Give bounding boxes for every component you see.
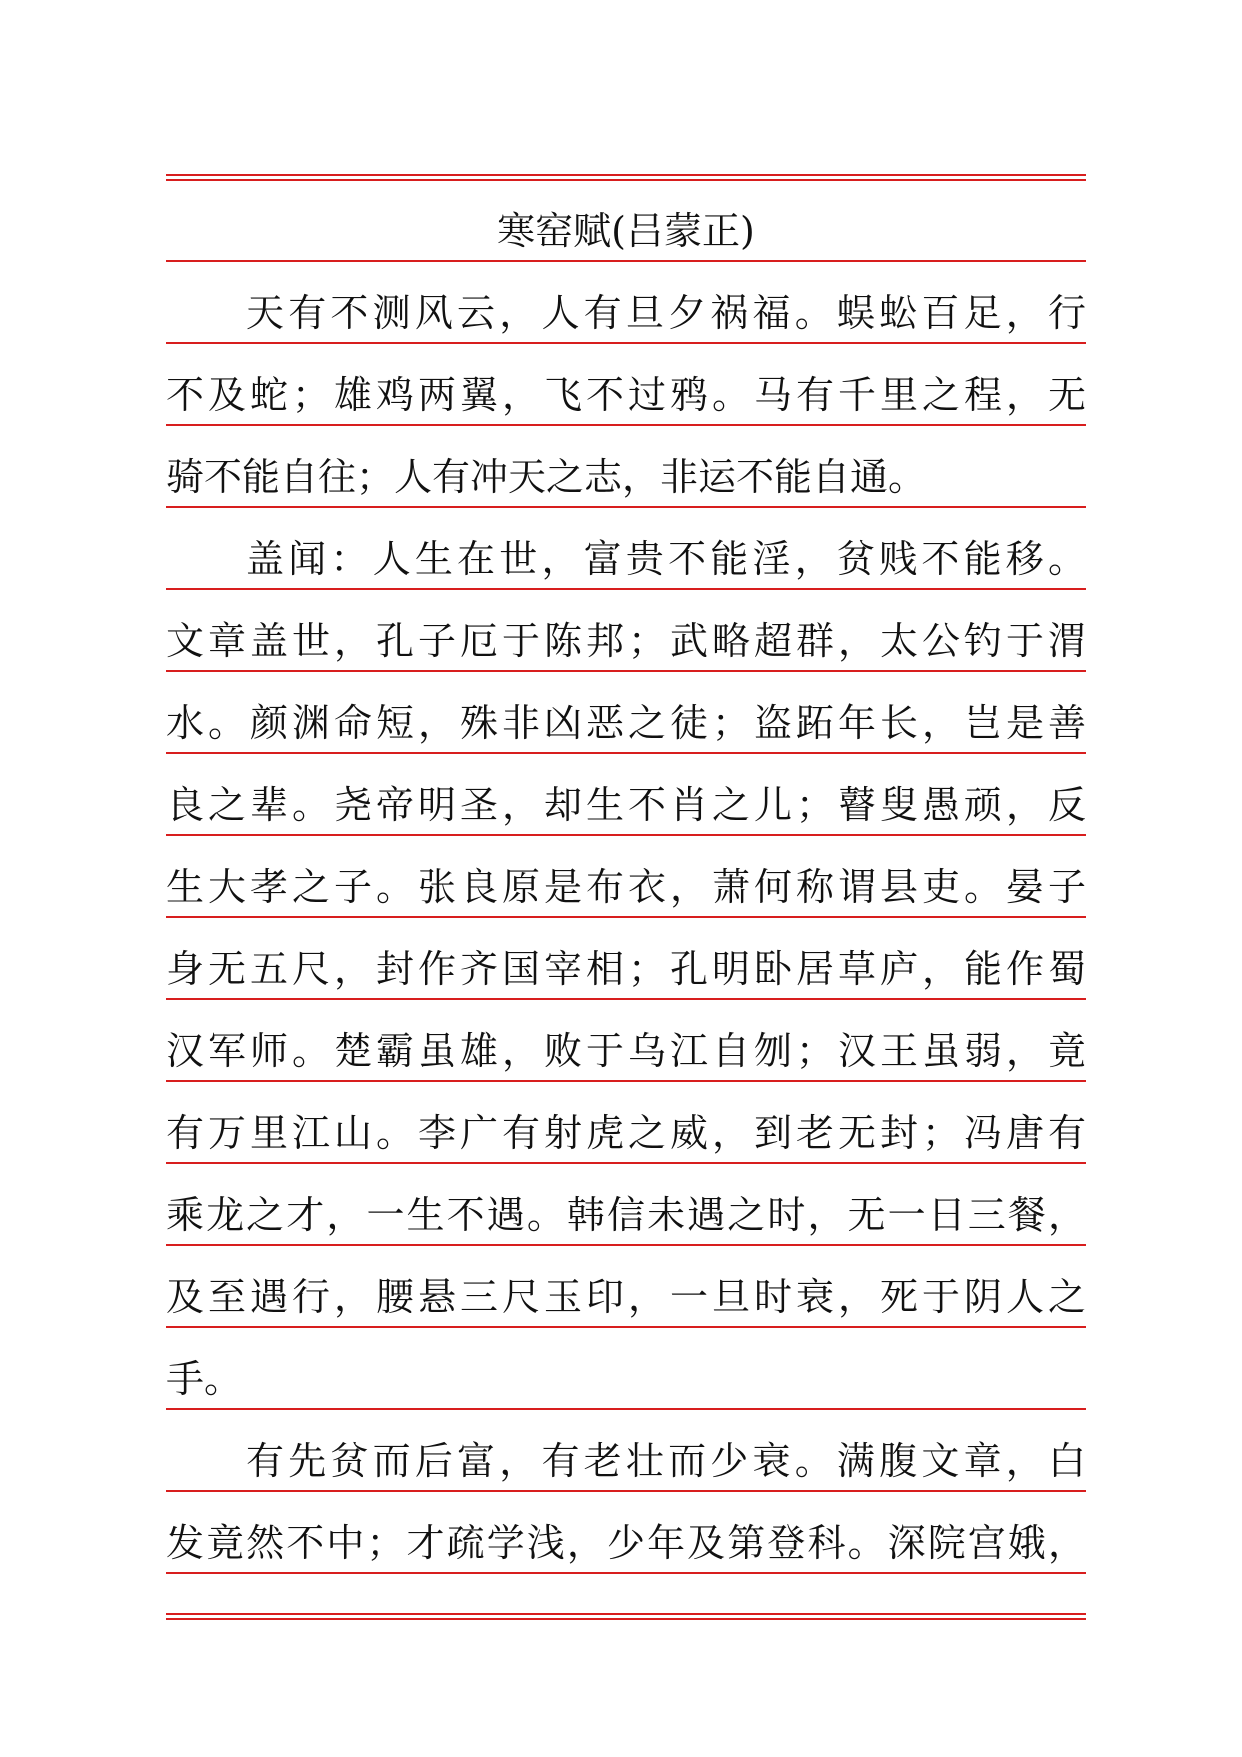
text-line xyxy=(166,754,1086,836)
text-line xyxy=(166,262,1086,344)
text-line xyxy=(166,1328,1086,1410)
text-line xyxy=(166,1410,1086,1492)
paragraph-2-line-4: 良之辈。尧帝明圣，却生不肖之儿；瞽叟愚顽，反 xyxy=(166,783,1086,827)
paragraph-2-line-10: 及至遇行，腰悬三尺玉印，一旦时衰，死于阴人之 xyxy=(166,1275,1086,1319)
paragraph-2-line-7: 汉军师。楚霸虽雄，败于乌江自刎；汉王虽弱，竟 xyxy=(166,1029,1086,1073)
bottom-double-rule xyxy=(166,1613,1086,1621)
paragraph-3-line-2: 发竟然不中；才疏学浅，少年及第登科。深院宫娥， xyxy=(166,1521,1086,1565)
text-line xyxy=(166,1164,1086,1246)
paragraph-2-line-5: 生大孝之子。张良原是布衣，萧何称谓县吏。晏子 xyxy=(166,865,1086,909)
text-line xyxy=(166,672,1086,754)
paragraph-2-line-2: 文章盖世，孔子厄于陈邦；武略超群，太公钓于渭 xyxy=(166,619,1086,663)
paragraph-1-line-2: 不及蛇；雄鸡两翼，飞不过鸦。马有千里之程，无 xyxy=(166,373,1086,417)
paragraph-2-line-6: 身无五尺，封作齐国宰相；孔明卧居草庐，能作蜀 xyxy=(166,947,1086,991)
text-line xyxy=(166,1000,1086,1082)
paragraph-1-line-1: 天有不测风云，人有旦夕祸福。蜈蚣百足，行 xyxy=(246,291,1086,335)
text-line xyxy=(166,918,1086,1000)
text-line xyxy=(166,344,1086,426)
paragraph-2-line-1: 盖闻：人生在世，富贵不能淫，贫贱不能移。 xyxy=(246,537,1086,581)
text-line xyxy=(166,426,1086,508)
text-line xyxy=(166,508,1086,590)
paragraph-3-line-1: 有先贫而后富，有老壮而少衰。满腹文章，白 xyxy=(246,1439,1086,1483)
text-line xyxy=(166,836,1086,918)
text-line xyxy=(166,1246,1086,1328)
paragraph-2-line-3: 水。颜渊命短，殊非凶恶之徒；盗跖年长，岂是善 xyxy=(166,701,1086,745)
paragraph-2-line-8: 有万里江山。李广有射虎之威，到老无封；冯唐有 xyxy=(166,1111,1086,1155)
paragraph-2-line-11: 手。 xyxy=(166,1357,243,1401)
text-line xyxy=(166,1492,1086,1574)
text-line xyxy=(166,590,1086,672)
text-line xyxy=(166,1082,1086,1164)
paragraph-2-line-9: 乘龙之才，一生不遇。韩信未遇之时，无一日三餐， xyxy=(166,1193,1086,1237)
paragraph-1-line-3: 骑不能自往；人有冲天之志，非运不能自通。 xyxy=(166,455,927,499)
document-title xyxy=(166,180,1086,262)
title-text: 寒窑赋(吕蒙正) xyxy=(497,209,755,253)
